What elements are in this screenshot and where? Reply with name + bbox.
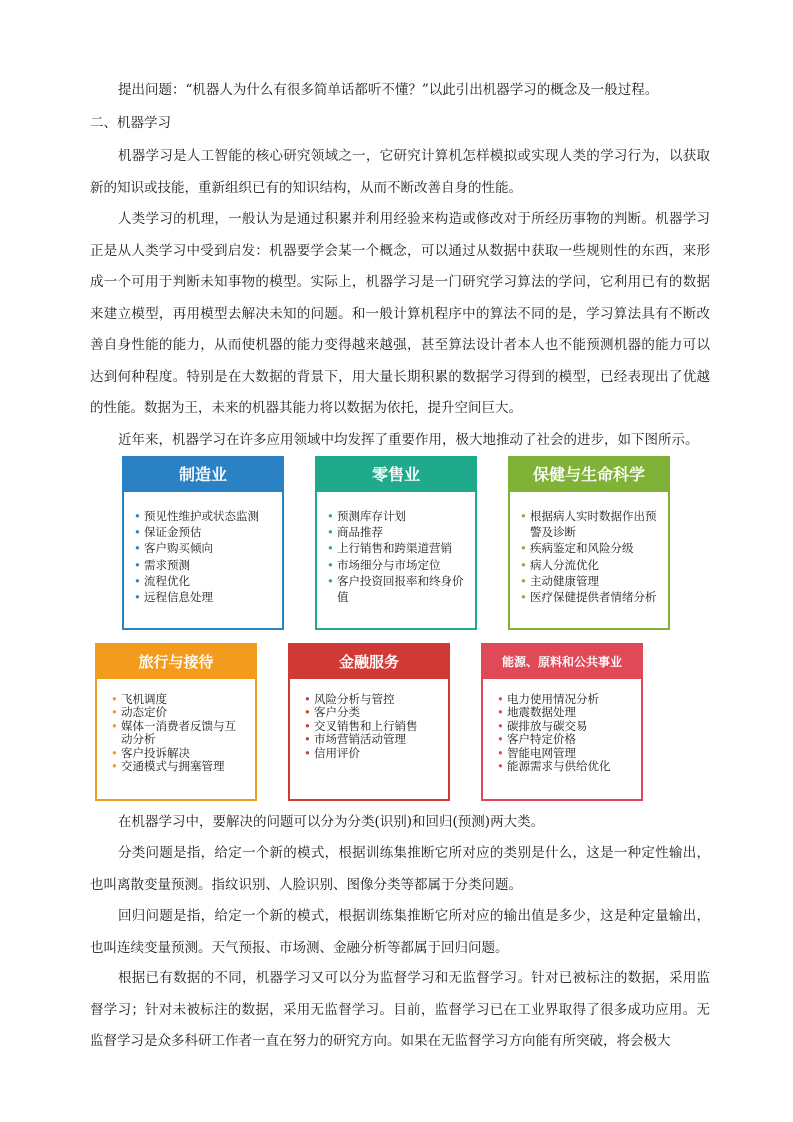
list-item: • 电力使用情况分析 xyxy=(497,693,633,706)
list-item: • 交通模式与拥塞管理 xyxy=(111,760,247,773)
card-title: 能源、原料和公共事业 xyxy=(483,645,641,681)
list-item: • 客户特定价格 xyxy=(497,733,633,746)
card-manufacturing xyxy=(122,456,284,630)
list-item: • 疾病鉴定和风险分级 xyxy=(520,540,660,556)
list-item: • 预测库存计划 xyxy=(327,508,467,524)
list-item: • 地震数据处理 xyxy=(497,706,633,719)
paragraph-regression: 回归问题是指，给定一个新的模式，根据训练集推断它所对应的输出值是多少，这是种定量输出，也叫连续变量预测。天气预报、市场测、金融分析等都属于回归问题。 xyxy=(90,908,710,956)
list-item: • 客户分类 xyxy=(304,706,440,719)
list-item: • 保证金预估 xyxy=(134,524,274,540)
list-item: • 远程信息处理 xyxy=(134,589,274,605)
list-item: • 医疗保健提供者情绪分析 xyxy=(520,589,660,605)
list-item: • 动态定价 xyxy=(111,706,247,719)
list-item: • 上行销售和跨渠道营销 xyxy=(327,540,467,556)
list-item: • 客户购买倾向 xyxy=(134,540,274,556)
list-item: • 智能电网管理 xyxy=(497,747,633,760)
card-item-list xyxy=(483,681,641,773)
list-item: • 飞机调度 xyxy=(111,693,247,706)
card-item-list xyxy=(97,681,255,773)
list-item: • 市场细分与市场定位 xyxy=(327,557,467,573)
card-financial-services xyxy=(288,643,450,801)
card-retail xyxy=(315,456,477,630)
card-item-list xyxy=(317,494,475,605)
card-title: 旅行与接待 xyxy=(97,645,255,681)
list-item: • 需求预测 xyxy=(134,557,274,573)
paragraph-problem-types: 在机器学习中，要解决的问题可以分为分类(识别)和回归(预测)两大类。 xyxy=(118,814,545,830)
list-item: • 能源需求与供给优化 xyxy=(497,760,633,773)
intro-question: 提出问题：“机器人为什么有很多简单话都听不懂？”以此引出机器学习的概念及一般过程。 xyxy=(118,82,659,98)
paragraph-applications-intro: 近年来，机器学习在许多应用领域中均发挥了重要作用，极大地推动了社会的进步，如下图所示。 xyxy=(118,432,699,448)
card-energy-utilities xyxy=(481,643,643,801)
list-item: • 客户投诉解决 xyxy=(111,747,247,760)
card-title: 制造业 xyxy=(124,458,282,494)
list-item: • 病人分流优化 xyxy=(520,557,660,573)
paragraph-supervised-unsupervised: 根据已有数据的不同，机器学习又可以分为监督学习和无监督学习。针对已被标注的数据，采用监督学习；针对未被标注的数据，采用无监督学习。目前，监督学习已在工业界取得了很多成功应用。无监督学习是众多科研工作者一直在努力的研究方向。如果在无监督学习方向能有所突破，将会极大 xyxy=(90,970,710,1049)
card-item-list xyxy=(124,494,282,605)
list-item: • 碳排放与碳交易 xyxy=(497,720,633,733)
card-item-list xyxy=(510,494,668,605)
section-heading: 二、机器学习 xyxy=(90,115,171,131)
list-item: • 主动健康管理 xyxy=(520,573,660,589)
list-item: • 客户投资回报率和终身价值 xyxy=(327,573,467,605)
card-travel-hospitality xyxy=(95,643,257,801)
paragraph-mechanism: 人类学习的机理，一般认为是通过积累并利用经验来构造或修改对于所经历事物的判断。机器学习正是从人类学习中受到启发：机器要学会某一个概念，可以通过从数据中获取一些规则性的东西，来形成一个可用于判断未知事物的模型。实际上，机器学习是一门研究学习算法的学问，它利用已有的数据来建立模型，再用模型去解决未知的问题。和一般计算机程序中的算法不同的是，学习算法具有不断改善自身性能的能力，从而使机器的能力变得越来越强，甚至算法设计者本人也不能预测机器的能力可以达到何种程度。特别是在大数据的背景下，用大量长期积累的数据学习得到的模型，已经表现出了优越的性能。数据为王，未来的机器其能力将以数据为依托，提升空间巨大。 xyxy=(90,211,710,416)
list-item: • 商品推荐 xyxy=(327,524,467,540)
list-item: • 根据病人实时数据作出预警及诊断 xyxy=(520,508,660,540)
paragraph-definition: 机器学习是人工智能的核心研究领域之一，它研究计算机怎样模拟或实现人类的学习行为，以获取新的知识或技能，重新组织已有的知识结构，从而不断改善自身的性能。 xyxy=(90,148,710,196)
card-title: 零售业 xyxy=(317,458,475,494)
list-item: • 流程优化 xyxy=(134,573,274,589)
card-item-list xyxy=(290,681,448,760)
list-item: • 信用评价 xyxy=(304,747,440,760)
list-item: • 媒体一消费者反馈与互动分析 xyxy=(111,720,247,747)
list-item: • 交叉销售和上行销售 xyxy=(304,720,440,733)
list-item: • 风险分析与管控 xyxy=(304,693,440,706)
list-item: • 市场营销活动管理 xyxy=(304,733,440,746)
card-healthcare-life-sciences xyxy=(508,456,670,630)
card-title: 保健与生命科学 xyxy=(510,458,668,494)
paragraph-classification: 分类问题是指，给定一个新的模式，根据训练集推断它所对应的类别是什么，这是一种定性输出，也叫离散变量预测。指纹识别、人脸识别、图像分类等都属于分类问题。 xyxy=(90,845,710,893)
list-item: • 预见性维护或状态监测 xyxy=(134,508,274,524)
card-title: 金融服务 xyxy=(290,645,448,681)
